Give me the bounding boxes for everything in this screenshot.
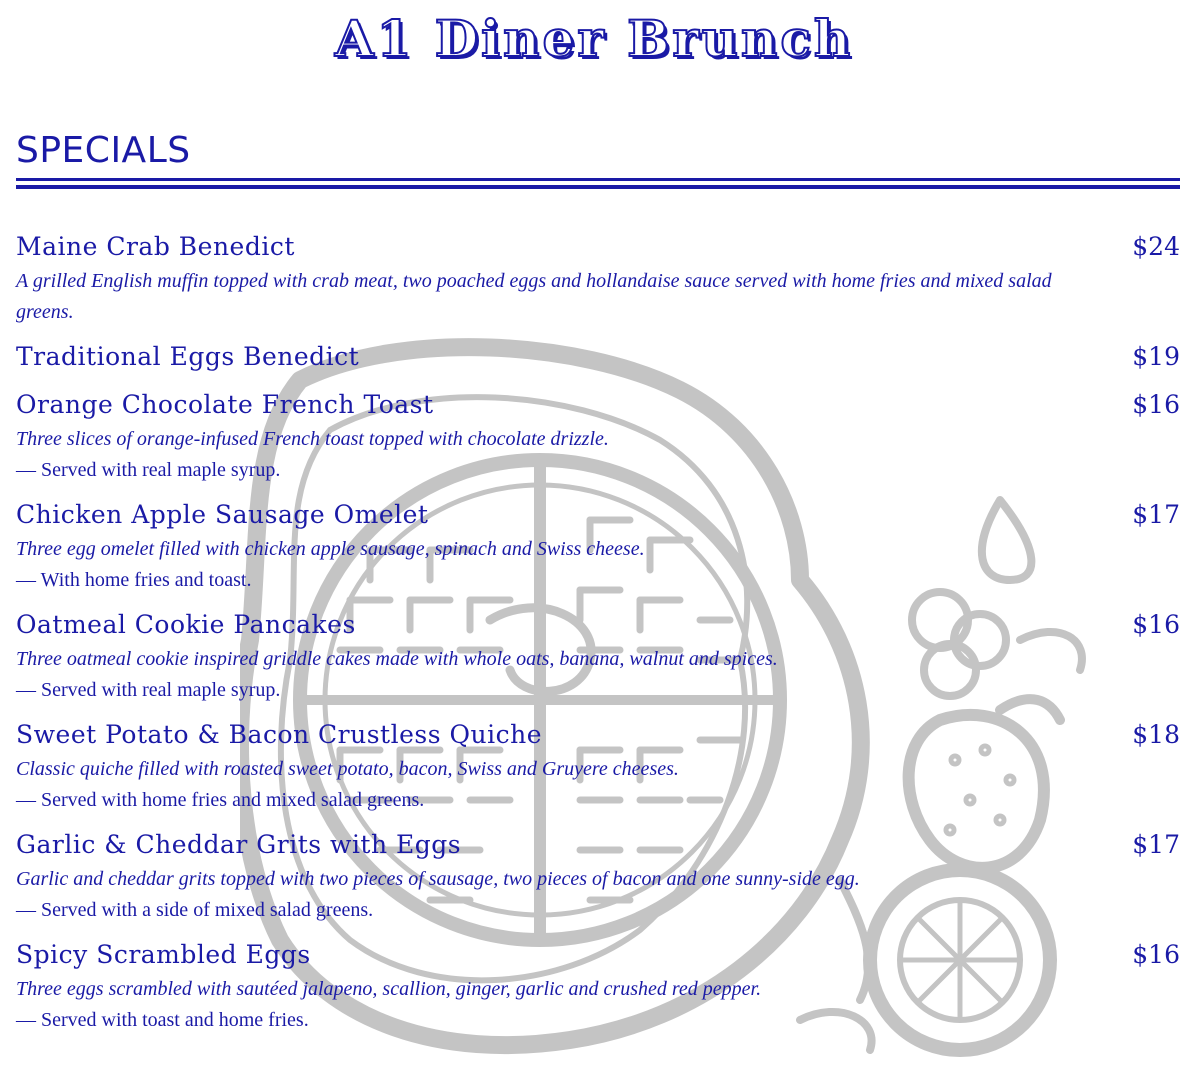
item-price: $17 [1132, 830, 1180, 859]
menu-item [16, 830, 1180, 926]
item-price: $17 [1132, 500, 1180, 529]
item-note: — With home fries and toast. [16, 569, 252, 591]
item-price: $16 [1132, 940, 1180, 969]
page-title: A1 Diner Brunch [334, 9, 854, 68]
item-description: A grilled English muffin topped with crab meat, two poached eggs and hollandaise sauce served with home fries and mixed salad greens. [16, 270, 1052, 323]
item-name: Maine Crab Benedict [16, 232, 295, 261]
menu-item [16, 390, 1180, 486]
item-price: $24 [1132, 232, 1180, 261]
menu-list [16, 232, 1180, 1050]
item-name: Chicken Apple Sausage Omelet [16, 500, 429, 529]
item-price: $18 [1132, 720, 1180, 749]
item-note: — Served with toast and home fries. [16, 1009, 309, 1031]
item-description: Three eggs scrambled with sautéed jalapeno, scallion, ginger, garlic and crushed red pepper. [16, 978, 762, 1000]
item-name: Garlic & Cheddar Grits with Eggs [16, 830, 462, 859]
item-note: — Served with home fries and mixed salad greens. [16, 789, 425, 811]
item-description: Garlic and cheddar grits topped with two pieces of sausage, two pieces of bacon and one sunny-side egg. [16, 868, 860, 890]
section-rule [16, 178, 1180, 181]
item-description: Classic quiche filled with roasted sweet potato, bacon, Swiss and Gruyere cheeses. [16, 758, 679, 780]
menu-item [16, 232, 1180, 328]
item-price: $19 [1132, 342, 1180, 371]
section-title: SPECIALS [16, 130, 191, 171]
item-name: Sweet Potato & Bacon Crustless Quiche [16, 720, 542, 749]
menu-item [16, 342, 1180, 376]
item-name: Orange Chocolate French Toast [16, 390, 434, 419]
item-note: — Served with a side of mixed salad greens. [16, 899, 374, 921]
menu-item [16, 500, 1180, 596]
item-name: Oatmeal Cookie Pancakes [16, 610, 356, 639]
item-description: Three slices of orange-infused French toast topped with chocolate drizzle. [16, 428, 609, 450]
item-description: Three oatmeal cookie inspired griddle cakes made with whole oats, banana, walnut and spices. [16, 648, 778, 670]
section-rule [16, 185, 1180, 189]
item-note: — Served with real maple syrup. [16, 459, 281, 481]
item-note: — Served with real maple syrup. [16, 679, 281, 701]
menu-item [16, 720, 1180, 816]
item-name: Spicy Scrambled Eggs [16, 940, 311, 969]
item-description: Three egg omelet filled with chicken apple sausage, spinach and Swiss cheese. [16, 538, 645, 560]
item-price: $16 [1132, 390, 1180, 419]
item-name: Traditional Eggs Benedict [16, 342, 360, 371]
menu-item [16, 610, 1180, 706]
item-price: $16 [1132, 610, 1180, 639]
menu-item [16, 940, 1180, 1036]
